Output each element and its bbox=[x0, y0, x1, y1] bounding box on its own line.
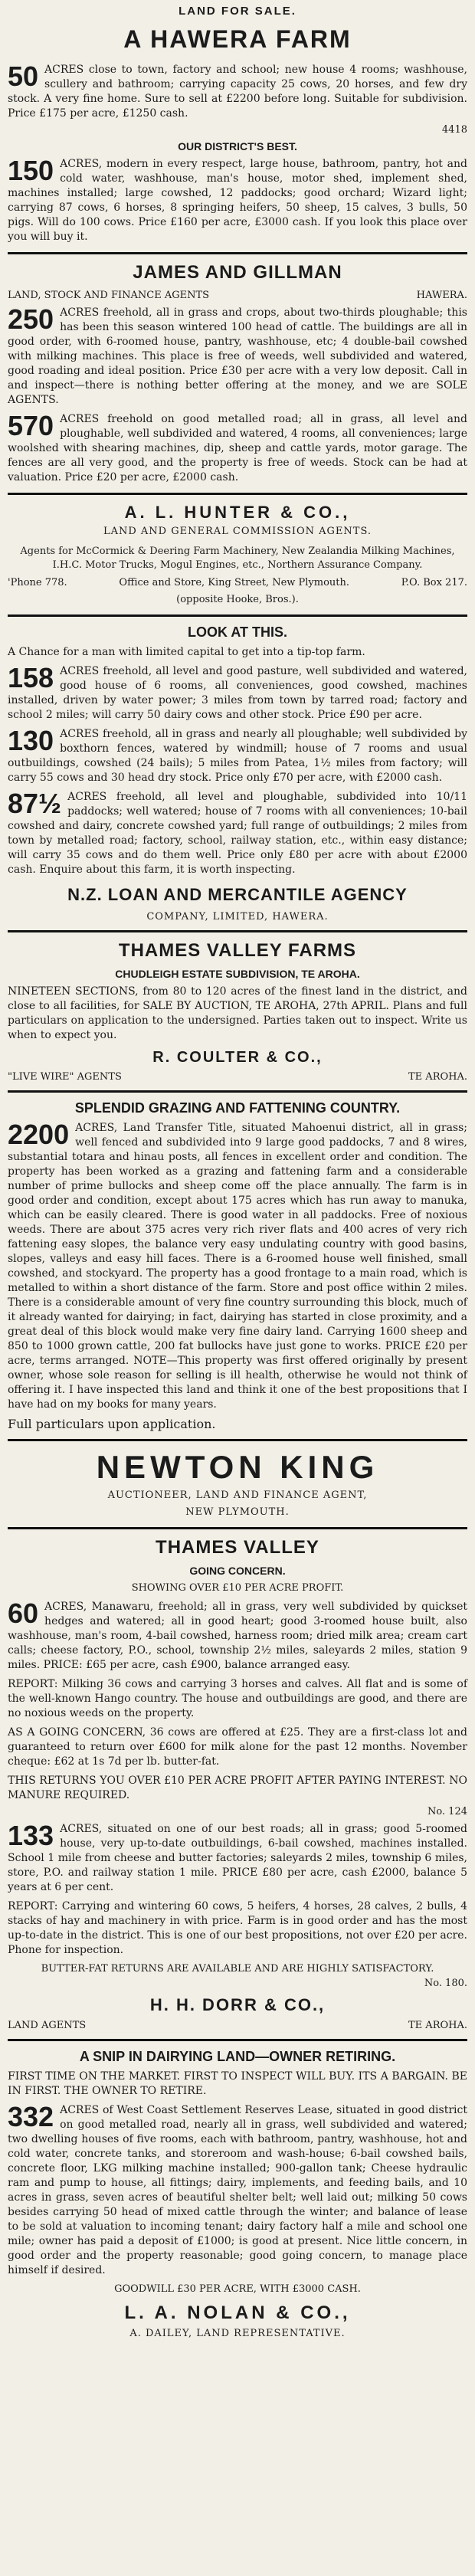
agent-line bbox=[8, 2020, 467, 2031]
ad-intro: FIRST TIME ON THE MARKET. FIRST TO INSPECT WILL BUY. ITS A BARGAIN. BE IN FIRST. THE OWNER TO RETIRE. bbox=[8, 2070, 467, 2097]
listing bbox=[8, 1822, 467, 1895]
listing bbox=[8, 412, 467, 485]
agent-type: LAND AND GENERAL COMMISSION AGENTS. bbox=[103, 526, 372, 537]
agent-name: L. A. NOLAN & CO., bbox=[124, 2302, 351, 2323]
ad-james-gillman bbox=[8, 262, 467, 485]
listing bbox=[8, 664, 467, 723]
agent-type: LAND AGENTS bbox=[8, 2020, 87, 2031]
agent-location-note: (opposite Hooke, Bros.). bbox=[176, 594, 299, 605]
divider bbox=[8, 615, 467, 617]
divider bbox=[8, 2039, 467, 2041]
agent-line bbox=[8, 1071, 467, 1083]
agent-name: NEWTON KING bbox=[96, 1449, 379, 1485]
subheading: OUR DISTRICT'S BEST. bbox=[178, 140, 297, 152]
ad-look-at-this bbox=[8, 624, 467, 923]
agent-phone: 'Phone 778. bbox=[8, 577, 67, 588]
divider bbox=[8, 1439, 467, 1441]
ad-thames-valley-going-concern bbox=[8, 1537, 467, 2031]
ad-title: THAMES VALLEY FARMS bbox=[118, 940, 357, 961]
agent-name: A. L. HUNTER & CO., bbox=[124, 503, 351, 522]
ad-subtitle: CHUDLEIGH ESTATE SUBDIVISION, TE AROHA. bbox=[115, 968, 360, 980]
listing-ref: No. 180. bbox=[424, 1978, 467, 1989]
listing-ref: No. 124 bbox=[427, 1806, 467, 1817]
listing-acreage: 150 bbox=[8, 155, 54, 186]
divider bbox=[8, 252, 467, 254]
agent-town: TE AROHA. bbox=[408, 2020, 467, 2031]
ad-title: A HAWERA FARM bbox=[123, 25, 352, 53]
listing-text: ACRES freehold on good metalled road; all in grass, all level and ploughable, well subdivided and watered, 4 rooms, all conveniences; large woolshed with shearing machines, dip, sheep and cattle yards, motor garage. The fences are all very good, and the property is free of weeds. Stock can be had at valuation. Price £20 per acre, £2000 cash. bbox=[8, 413, 467, 483]
listing-text: ACRES of West Coast Settlement Reserves Lease, situated in good district on good metalled road, nearly all in grass, well subdivided and watered; two dwelling houses of five rooms, each with bathroom, pantry, washhouse, hot and cold water, concrete tanks, and storeroom and wash-house; 6-bail cowshed bails, concrete floor, LKG milking machine installed; 900-gallon tank; Cheese hydraulic ram and pump to house, all fittings; dairy, implements, and feeding bails, and 10 acres in grass, seven acres of beautiful shelter belt; well laid out; milking 50 cows besides carrying 50 head of mixed cattle through the winter; and balance of lease to be sold at valuation to incoming tenant; dairy factory half a mile and school one mile; owner has paid a deposit of £1000; is good at present. Nice little concern, in good order and the property reasonable; good going concern, to manage place himself if desired. bbox=[8, 2104, 467, 2276]
ad-hunter bbox=[8, 503, 467, 607]
listing bbox=[8, 727, 467, 785]
listing-acreage: 332 bbox=[8, 2101, 54, 2132]
listing bbox=[8, 63, 467, 121]
listing-acreage: 133 bbox=[8, 1820, 54, 1851]
divider bbox=[8, 493, 467, 495]
agent-description: Agents for McCormick & Deering Farm Machinery, New Zealandia Milking Machines, I.H.C. Motor Trucks, Mogul Engines, etc., Northern Assurance Company. bbox=[20, 546, 455, 571]
listing bbox=[8, 790, 467, 877]
listing-text: ACRES close to town, factory and school; new house 4 rooms; washhouse, scullery and bathroom; carrying capacity 25 cows, 20 horses, and few dry stock. A very fine home. Sure to sell at £2200 before long. Suitable for subdivision. Price £175 per acre, £1250 cash. bbox=[8, 64, 467, 120]
agent-representative: A. DAILEY, LAND REPRESENTATIVE. bbox=[129, 2328, 346, 2339]
listing bbox=[8, 1121, 467, 1412]
listing bbox=[8, 2103, 467, 2278]
agent-type: AUCTIONEER, LAND AND FINANCE AGENT, bbox=[107, 1490, 368, 1501]
listing-concern: AS A GOING CONCERN, 36 cows are offered at £25. They are a first-class lot and guaranteed to return over £600 for milk alone for the past 12 months. November cheque: £62 at 1s 7d per lb. butter-fat. bbox=[8, 1726, 467, 1768]
agent-name: H. H. DORR & CO., bbox=[149, 1995, 326, 2014]
divider bbox=[8, 930, 467, 932]
ad-subtitle: GOING CONCERN. bbox=[189, 1565, 286, 1577]
ad-snip-dairying bbox=[8, 2049, 467, 2341]
agent-box: P.O. Box 217. bbox=[401, 577, 467, 588]
ad-splendid-grazing bbox=[8, 1100, 467, 1431]
agent-type: "LIVE WIRE" AGENTS bbox=[8, 1071, 122, 1083]
ad-showing: SHOWING OVER £10 PER ACRE PROFIT. bbox=[131, 1582, 344, 1594]
returns-available: BUTTER-FAT RETURNS ARE AVAILABLE AND ARE HIGHLY SATISFACTORY. bbox=[41, 1963, 434, 1975]
listing-acreage: 570 bbox=[8, 410, 54, 441]
goodwill: GOODWILL £30 PER ACRE, WITH £3000 CASH. bbox=[114, 2283, 361, 2295]
listing-report: REPORT: Milking 36 cows and carrying 3 horses and calves. All flat and is some of the well-known Hango country. The house and outbuildings are good, and there are no noxious weeds on the property. bbox=[8, 1678, 467, 1719]
divider bbox=[8, 1527, 467, 1529]
ad-title: LOOK AT THIS. bbox=[188, 624, 287, 640]
listing-acreage: 50 bbox=[8, 61, 39, 92]
listing-acreage: 250 bbox=[8, 303, 54, 335]
listing-text: ACRES freehold, all in grass and crops, about two-thirds ploughable; this has been this season wintered 100 head of cattle. The buildings are all in good order, with 6-roomed house, pantry, washhouse, etc; 4 double-bail cowshed with milking machines. This place is free of weeds, well subdivided and watered, good roading and ideal position. Price £30 per acre with a very low deposit. Call in and inspect—there is nothing better offering at the money, and we are SOLE AGENTS. bbox=[8, 306, 467, 406]
listing-ref: 4418 bbox=[441, 124, 467, 136]
agent-name: N.Z. LOAN AND MERCANTILE AGENCY bbox=[67, 885, 408, 904]
ad-title: A SNIP IN DAIRYING LAND—OWNER RETIRING. bbox=[79, 2049, 396, 2064]
ad-title: THAMES VALLEY bbox=[156, 1537, 319, 1558]
agent-office: Office and Store, King Street, New Plymouth. bbox=[119, 577, 350, 588]
agent-sub: COMPANY, LIMITED, HAWERA. bbox=[146, 911, 329, 923]
ad-hawera-farm bbox=[8, 25, 467, 244]
listing-text: ACRES, modern in every respect, large house, bathroom, pantry, hot and cold water, washhouse, man's house, motor shed, implement shed, machines installed; large cowshed, 12 paddocks; good orchard; Wizard light; carrying 87 cows, 6 horses, 8 springing heifers, 50 sheep, 15 calves, 3 bulls, 50 pigs. Will do 100 cows. Price £160 per acre, £3000 cash. If you look this place over you will buy it. bbox=[8, 158, 467, 243]
divider bbox=[8, 1090, 467, 1093]
listing-return: THIS RETURNS YOU OVER £10 PER ACRE PROFIT AFTER PAYING INTEREST. NO MANURE REQUIRED. bbox=[8, 1775, 467, 1801]
listing-acreage: 60 bbox=[8, 1598, 39, 1629]
listing-report: REPORT: Carrying and wintering 60 cows, 5 heifers, 4 horses, 28 calves, 2 bulls, 4 stacks of hay and machinery in with price. Farm is in good order and has the most up-to-date in the district. This is one of our best propositions, not over £20 per acre. Phone for inspection. bbox=[8, 1900, 467, 1956]
ad-text: NINETEEN SECTIONS, from 80 to 120 acres of the finest land in the district, and close to all facilities, for SALE BY AUCTION, TE AROHA, 27th APRIL. Plans and full particulars on application to the undersigned. Parties taken out to inspect. Write us when to expect you. bbox=[8, 985, 467, 1041]
agent-contact bbox=[8, 577, 467, 588]
listing bbox=[8, 303, 467, 408]
listing-text: ACRES, Manawaru, freehold; all in grass, very well subdivided by quickset hedges and watered; all in good heart; good 3-roomed house built, also washhouse, man's room, 4-bail cowshed, harness room; dried milk area; cream cart calls; cheese factory, P.O., school, township 2½ miles, saleyards 2 miles, station 9 miles. PRICE: £65 per acre, cash £900, balance arranged easy. bbox=[8, 1601, 467, 1671]
listing-acreage: 130 bbox=[8, 725, 54, 756]
listing bbox=[8, 157, 467, 244]
listing-text: ACRES freehold, all level and good pasture, well subdivided and watered, good house of 6 rooms, all conveniences, good cowshed, machines installed, driven by water power; 3 miles from town by tarred road; factory and school 2 miles; will carry 50 dairy cows and other stock. Price £90 per acre. bbox=[8, 665, 467, 721]
listing-acreage: 2200 bbox=[8, 1119, 70, 1150]
ad-title: SPLENDID GRAZING AND FATTENING COUNTRY. bbox=[74, 1100, 401, 1116]
listing-text: ACRES, Land Transfer Title, situated Mahoenui district, all in grass; well fenced and subdivided into 9 large good paddocks, 7 and 8 wires, substantial totara and hinau posts, all fences in excellent order and condition. The property has been worked as a grazing and fattening farm and a considerable number of prime bullocks and sheep come off the place annually. The farm is in good order and condition, except about 175 acres which has run away to manuka, which can be easily cleared. There is good water in all paddocks. Free of noxious weeds. There are about 375 acres very rich river flats and 400 acres of very rich fattening easy slopes, the balance very easy undulating country with good basins, slopes, valleys and easy hill faces. There is a 6-roomed house well finished, small cowshed, and stockyard. The property has a good frontage to a main road, which is metalled to within a short distance of the farm. Store and post office within 2 miles. There is a considerable amount of very fine country surrounding this block, much of it already wanted for dairying; in fact, dairying has started in close proximity, and a great deal of this block would make very fine dairy land. Carrying 1600 sheep and 850 to 1000 grown cattle, 200 fat bullocks have just gone to works. PRICE £20 per acre, terms arranged. NOTE—This property was first offered originally by present owner, whose sole reason for selling is ill health, otherwise he would not think of offering it. I have inspected this land and think it one of the best propositions that I have had on my books for many years. bbox=[8, 1122, 467, 1411]
agent-line bbox=[8, 290, 467, 301]
ad-thames-valley-farms bbox=[8, 940, 467, 1083]
listing-text: ACRES freehold, all in grass and nearly all ploughable; well subdivided by boxthorn fences, watered by windmill; house of 7 rooms and usual outbuildings, cowshed (24 bails); 5 miles from Patea, 1½ miles from factory; will carry 55 cows and 30 head dry stock. Price only £70 per acre, with £2000 cash. bbox=[8, 728, 467, 784]
agent-town: HAWERA. bbox=[416, 290, 467, 301]
agent-name: R. COULTER & CO., bbox=[152, 1049, 323, 1066]
listing-acreage: 158 bbox=[8, 662, 54, 693]
listing-acreage: 87½ bbox=[8, 788, 62, 819]
section-header: LAND FOR SALE. bbox=[179, 5, 296, 18]
agent-name: JAMES AND GILLMAN bbox=[133, 262, 342, 283]
listing-text: ACRES freehold, all level and ploughable, subdivided into 10/11 paddocks; well watered; house of 7 rooms with all conveniences; 10-bail cowshed and dairy, concrete cowshed yard; full range of outbuildings; 2 miles from town by metalled road; factory, school, railway station, etc., within easy distance; will carry 35 cows and do them well. Price only £80 per acre with about £2000 cash. Enquire about this farm, it is worth inspecting. bbox=[8, 791, 467, 876]
listing bbox=[8, 1600, 467, 1673]
agent-town: NEW PLYMOUTH. bbox=[185, 1506, 290, 1518]
ad-intro: A Chance for a man with limited capital to get into a tip-top farm. bbox=[8, 646, 365, 658]
ad-newton-king bbox=[8, 1449, 467, 1519]
agent-type: LAND, STOCK AND FINANCE AGENTS bbox=[8, 290, 210, 301]
agent-town: TE AROHA. bbox=[408, 1071, 467, 1083]
listing-text: ACRES, situated on one of our best roads; all in grass; good 5-roomed house, very up-to-date outbuildings, 6-bail cowshed, machines installed. School 1 mile from cheese and butter factories; saleyards 2 miles, township 6 miles, store, P.O. and railway station 1 mile. PRICE £80 per acre, cash £2000, balance 5 years at 6 per cent. bbox=[8, 1823, 467, 1893]
ad-footer: Full particulars upon application. bbox=[8, 1417, 216, 1431]
